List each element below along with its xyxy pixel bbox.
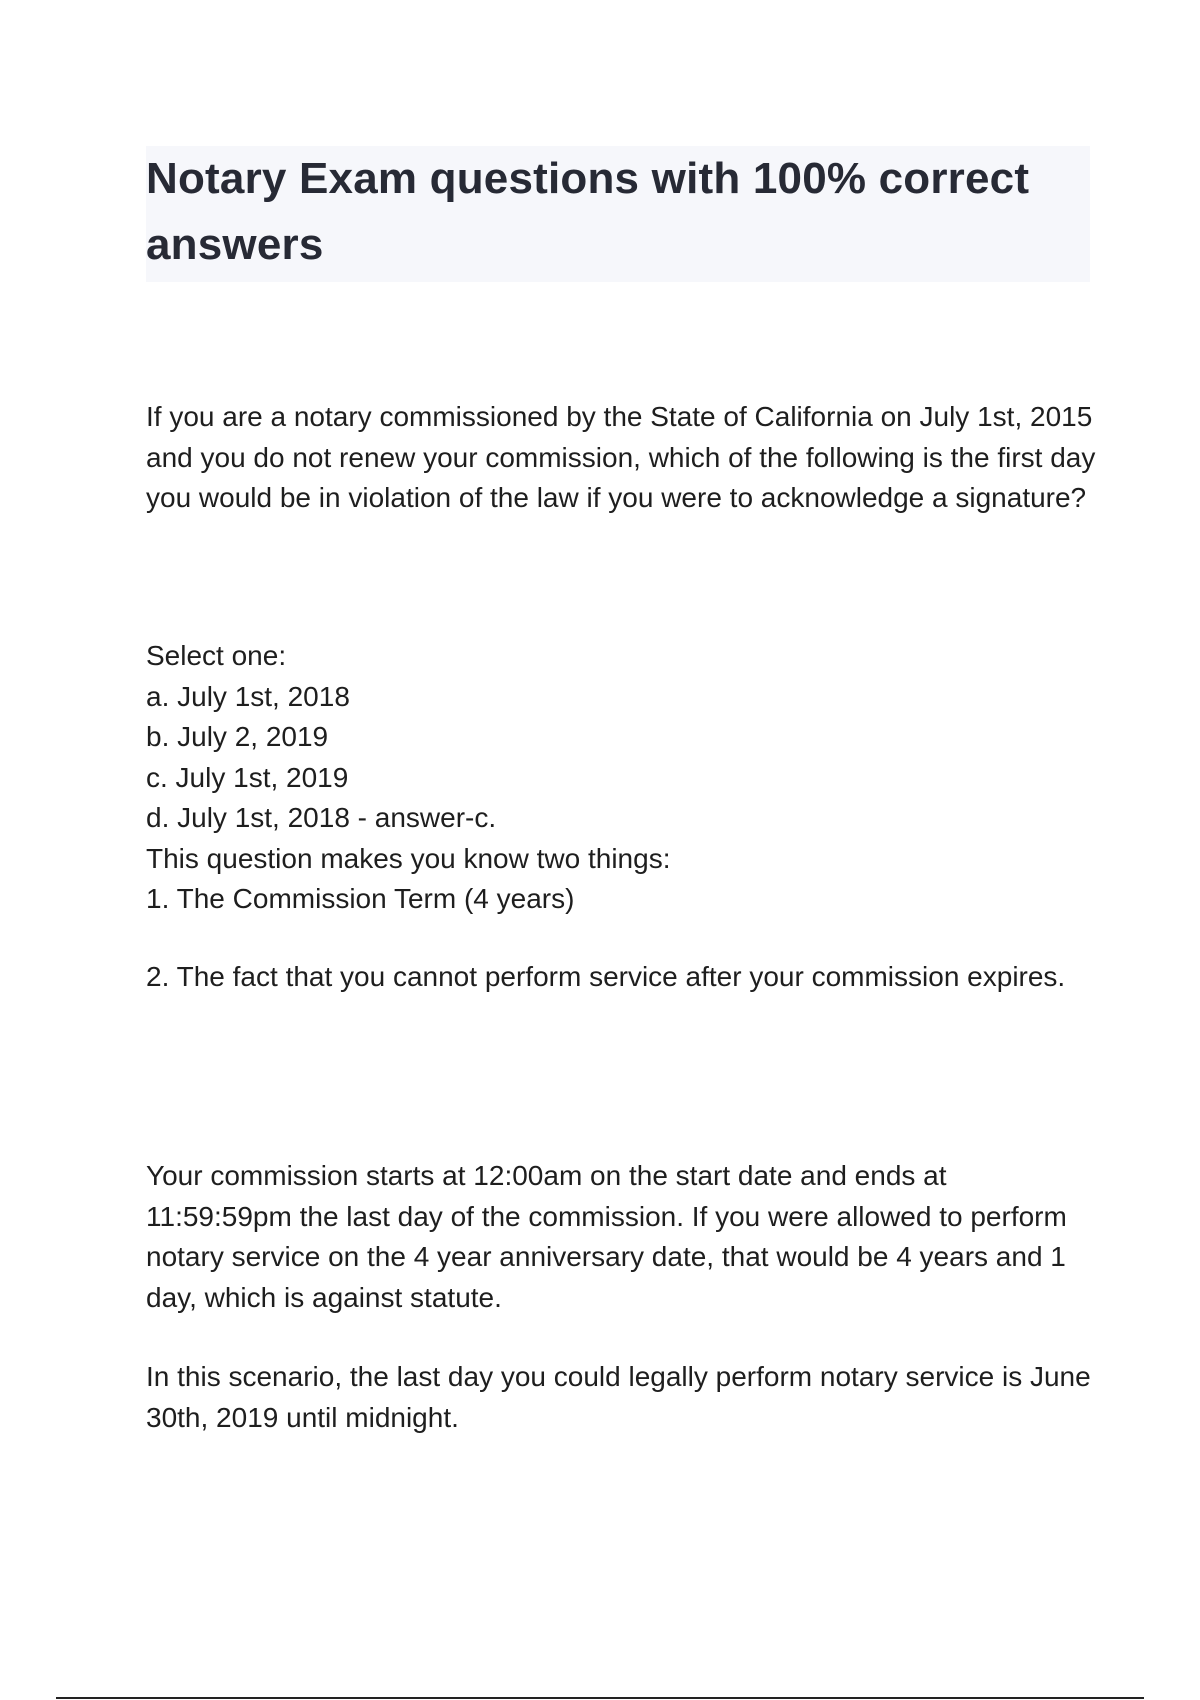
title-banner bbox=[146, 146, 1090, 282]
explanation-block-1 bbox=[146, 1156, 1096, 1318]
explanation-paragraph-1: Your commission starts at 12:00am on the start date and ends at 11:59:59pm the last day of the commission. If you were allowed to perform notary service on the 4 year anniversary date, that would be 4 years and 1 day, which is against statute. bbox=[146, 1160, 1067, 1313]
explanation-block-2 bbox=[146, 1357, 1096, 1438]
option-d: d. July 1st, 2018 - answer-c. bbox=[146, 802, 497, 833]
answer-options bbox=[146, 636, 1096, 920]
point-1: 1. The Commission Term (4 years) bbox=[146, 883, 575, 914]
question-text bbox=[146, 397, 1096, 519]
point-2-block bbox=[146, 957, 1096, 998]
explanation-intro: This question makes you know two things: bbox=[146, 842, 671, 874]
explanation-paragraph-2: In this scenario, the last day you could legally perform notary service is June 30th, 2019 until midnight. bbox=[146, 1361, 1091, 1433]
page-bottom-rule bbox=[56, 1697, 1144, 1699]
option-b: b. July 2, 2019 bbox=[146, 721, 329, 752]
option-c: c. July 1st, 2019 bbox=[146, 761, 349, 793]
question-paragraph: If you are a notary commissioned by the State of California on July 1st, 2015 and you do not renew your commission, which of the following is the first day you would be in violation of the law if you were to acknowledge a signature? bbox=[146, 401, 1096, 513]
select-prompt: Select one: bbox=[146, 640, 287, 671]
document-title: Notary Exam questions with 100% correct answers bbox=[146, 154, 1030, 269]
point-2: 2. The fact that you cannot perform service after your commission expires. bbox=[146, 961, 1066, 992]
option-a: a. July 1st, 2018 bbox=[146, 680, 350, 712]
